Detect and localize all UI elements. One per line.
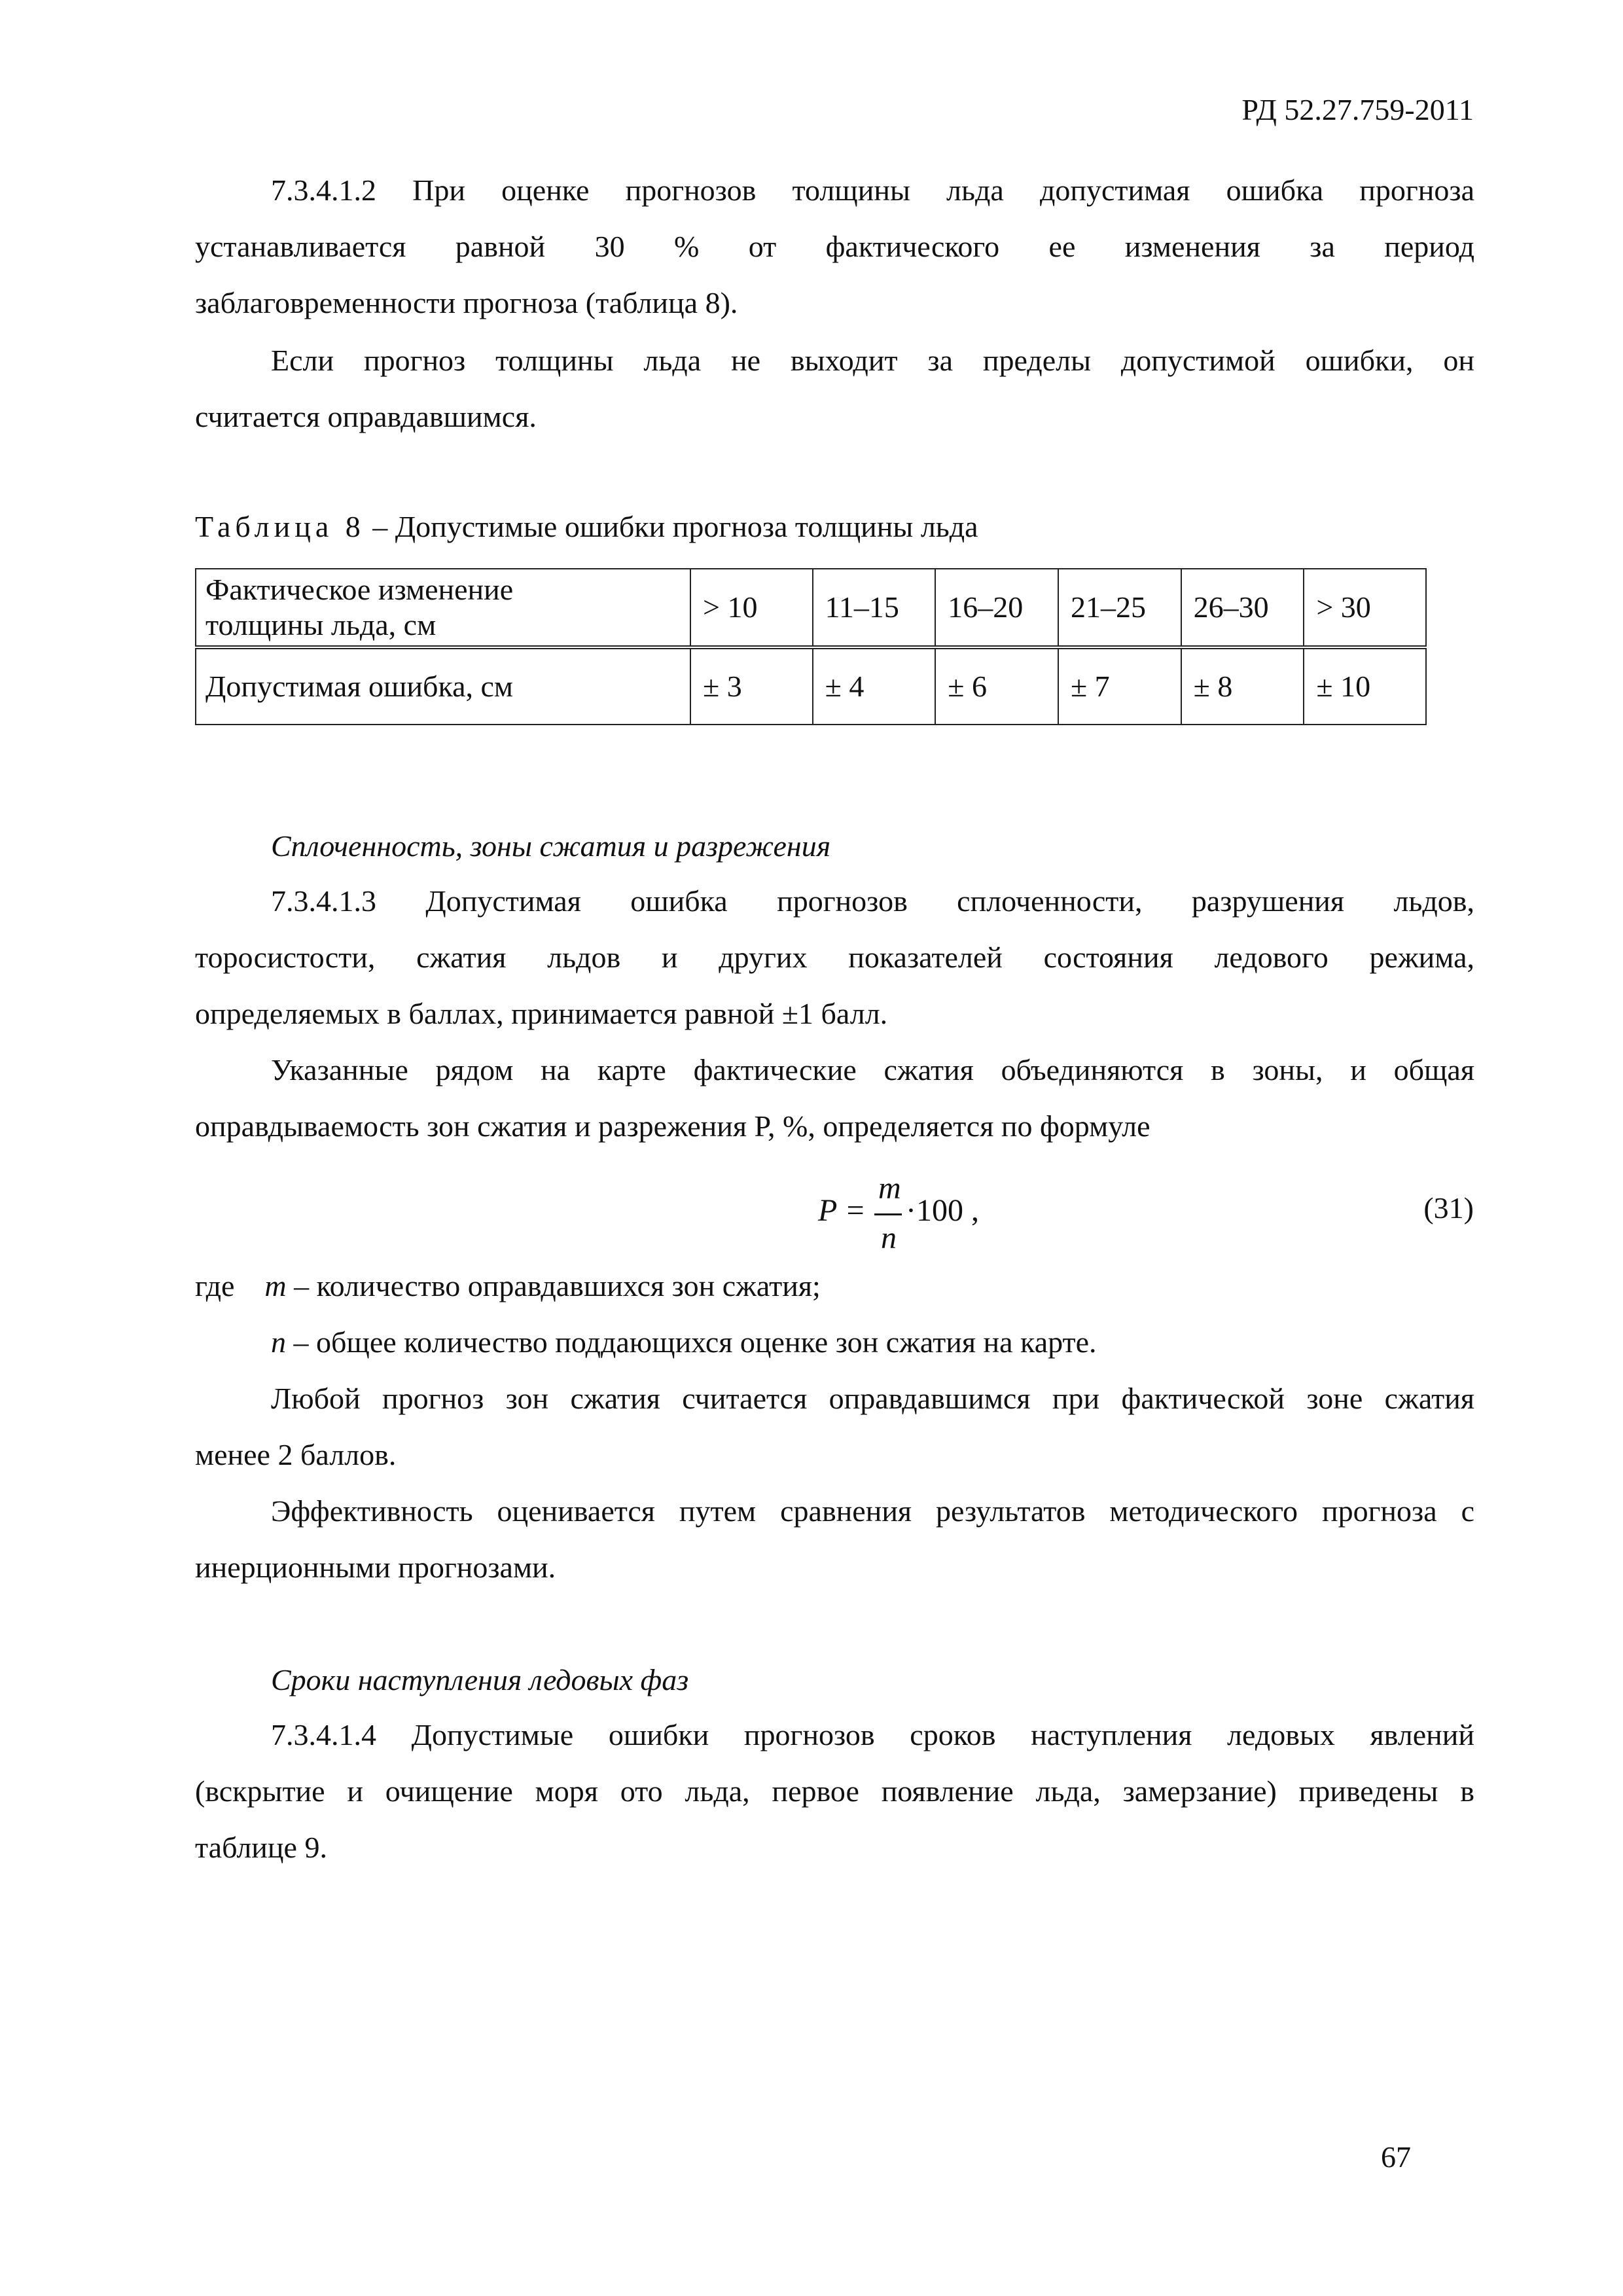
- table-cell: 16–20: [935, 569, 1058, 647]
- formula-numerator: m: [878, 1171, 901, 1206]
- table-row: [196, 569, 1426, 647]
- table-caption-label: Таблица 8: [195, 510, 365, 543]
- where-n-text: – общее количество поддающихся оценке зон сжатия на карте.: [286, 1325, 1097, 1359]
- table-caption-text: – Допустимые ошибки прогноза толщины льда: [365, 510, 978, 543]
- table-header-line: Фактическое изменение: [205, 573, 514, 606]
- where-m-text: – количество оправдавшихся зон сжатия;: [286, 1269, 821, 1302]
- paragraph-line: считается оправдавшимся.: [195, 400, 537, 433]
- document-code: РД 52.27.759-2011: [1241, 93, 1474, 126]
- table-cell: 26–30: [1181, 569, 1304, 647]
- table-row-header: Допустимая ошибка, см: [196, 647, 690, 725]
- paragraph-line: (вскрытие и очищение моря ото льда, первое появление льда, замерзание) приведены в: [195, 1774, 1474, 1808]
- formula-multiplier: ·100 ,: [906, 1193, 979, 1228]
- table-cell: ± 7: [1058, 647, 1181, 725]
- formula-31: [818, 1169, 1014, 1261]
- table-cell: ± 4: [813, 647, 936, 725]
- paragraph-line: 7.3.4.1.3 Допустимая ошибка прогнозов сплоченности, разрушения льдов,: [271, 884, 1474, 918]
- page-number: 67: [1381, 2140, 1411, 2174]
- paragraph-line: оправдываемость зон сжатия и разрежения P, %, определяется по формуле: [195, 1109, 1150, 1143]
- paragraph-line: Указанные рядом на карте фактические сжатия объединяются в зоны, и общая: [271, 1053, 1474, 1086]
- paragraph-line: торосистости, сжатия льдов и других показателей состояния ледового режима,: [195, 941, 1474, 974]
- paragraph-line: определяемых в баллах, принимается равной ±1 балл.: [195, 997, 888, 1030]
- paragraph-line: Любой прогноз зон сжатия считается оправдавшимся при фактической зоне сжатия: [271, 1382, 1474, 1415]
- where-m: [195, 1258, 821, 1314]
- table-cell: 11–15: [813, 569, 936, 647]
- table-cell: > 10: [690, 569, 813, 647]
- paragraph-line: инерционными прогнозами.: [195, 1551, 556, 1584]
- paragraph-line: Эффективность оценивается путем сравнения результатов методического прогноза с: [271, 1494, 1474, 1528]
- paragraph-forecast-justified: [195, 332, 1474, 445]
- paragraph-7-3-4-1-2: [195, 162, 1474, 331]
- table-row: [196, 647, 1426, 725]
- paragraph-7-3-4-1-3: [195, 873, 1474, 1042]
- table-cell: 21–25: [1058, 569, 1181, 647]
- paragraph-line: Если прогноз толщины льда не выходит за пределы допустимой ошибки, он: [271, 344, 1474, 377]
- table-row-header: [196, 569, 690, 647]
- paragraph-compression-zones: [195, 1042, 1474, 1155]
- paragraph-efficiency: [195, 1483, 1474, 1596]
- table-cell: ± 8: [1181, 647, 1304, 725]
- paragraph-line: заблаговременности прогноза (таблица 8).: [195, 286, 738, 319]
- paragraph-line: устанавливается равной 30 % от фактического ее изменения за период: [195, 230, 1474, 263]
- paragraph-line: 7.3.4.1.2 При оценке прогнозов толщины льда допустимая ошибка прогноза: [271, 173, 1474, 207]
- symbol-n: n: [271, 1325, 286, 1359]
- formula-denominator: n: [881, 1221, 897, 1255]
- paragraph-line: таблице 9.: [195, 1831, 327, 1864]
- formula-lhs: P =: [818, 1193, 866, 1228]
- formula-number: (31): [1423, 1191, 1474, 1225]
- paragraph-line: 7.3.4.1.4 Допустимые ошибки прогнозов сроков наступления ледовых явлений: [271, 1718, 1474, 1751]
- paragraph-7-3-4-1-4: [195, 1707, 1474, 1876]
- symbol-m: m: [264, 1269, 287, 1302]
- table-header-line: толщины льда, см: [205, 608, 437, 641]
- section-heading-ice-phases: Сроки наступления ледовых фаз: [271, 1663, 689, 1696]
- table-8-caption: [195, 501, 978, 553]
- paragraph-any-forecast: [195, 1371, 1474, 1483]
- table-cell: ± 6: [935, 647, 1058, 725]
- where-prefix: где: [195, 1269, 235, 1302]
- paragraph-line: менее 2 баллов.: [195, 1438, 397, 1471]
- section-heading-concentration: Сплоченность, зоны сжатия и разрежения: [271, 829, 831, 863]
- table-cell: ± 3: [690, 647, 813, 725]
- table-8: [195, 568, 1427, 725]
- fraction-bar: [874, 1213, 902, 1215]
- table-cell: ± 10: [1304, 647, 1426, 725]
- where-n: [271, 1314, 1097, 1371]
- table-cell: > 30: [1304, 569, 1426, 647]
